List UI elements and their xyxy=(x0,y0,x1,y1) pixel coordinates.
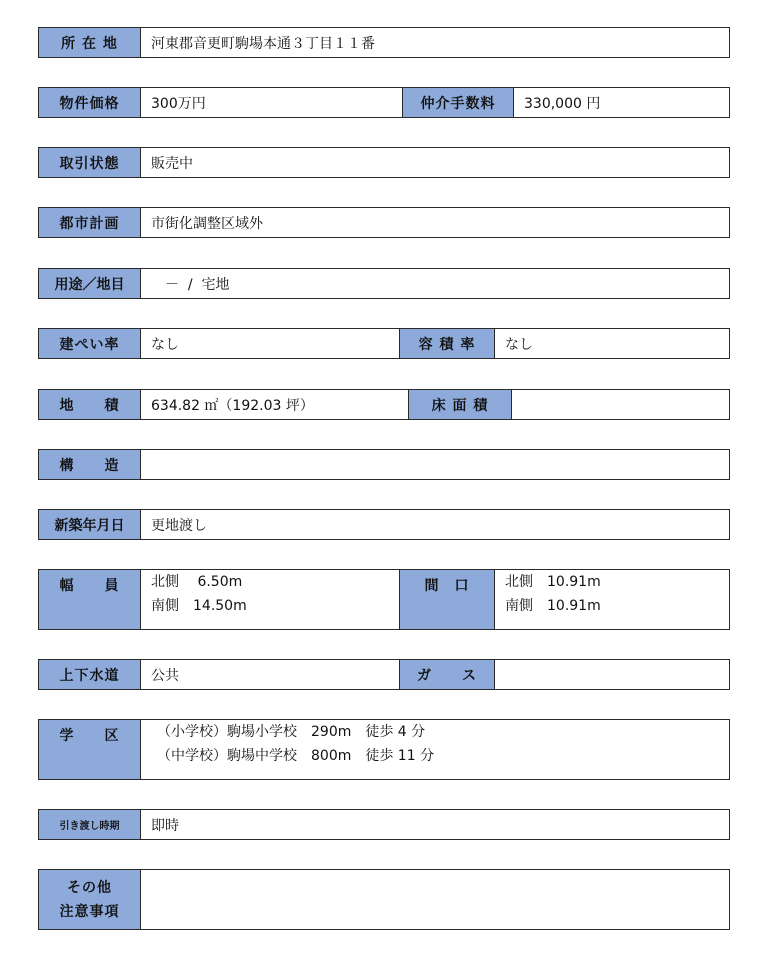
floor-area-label: 床 面 積 xyxy=(408,390,512,419)
junior-high-school: （中学校）駒場中学校 800m 徒歩 11 分 xyxy=(157,748,435,764)
school-district-values xyxy=(141,720,729,779)
frontage-north: 北側 10.91m xyxy=(505,574,601,590)
land-use-row xyxy=(38,268,730,299)
floor-area-ratio-value: なし xyxy=(505,336,533,353)
built-date-label: 新築年月日 xyxy=(39,510,141,539)
land-area-value: 634.82 ㎡（192.03 坪） xyxy=(151,397,314,414)
coverage-value: なし xyxy=(151,336,179,353)
frontage-values xyxy=(495,570,729,629)
price-row xyxy=(38,87,730,118)
coverage-row xyxy=(38,328,730,359)
frontage-label: 間 口 xyxy=(399,570,495,629)
price-value: 300万円 xyxy=(151,95,206,112)
location-value: 河東郡音更町駒場本通３丁目１１番 xyxy=(151,35,375,52)
other-notes-label-line1: その他 xyxy=(67,879,112,896)
land-area-row xyxy=(38,389,730,420)
coverage-label: 建ぺい率 xyxy=(39,329,141,358)
transaction-value: 販売中 xyxy=(151,155,193,172)
other-notes-label-line2: 注意事項 xyxy=(59,903,120,920)
elementary-school: （小学校）駒場小学校 290m 徒歩 4 分 xyxy=(157,724,426,740)
road-width-south: 南側 14.50m xyxy=(151,598,247,614)
transaction-label: 取引状態 xyxy=(39,148,141,177)
price-label: 物件価格 xyxy=(39,88,141,117)
floor-area-ratio-label: 容 積 率 xyxy=(399,329,495,358)
road-width-values xyxy=(141,570,399,629)
other-notes-row xyxy=(38,869,730,930)
gas-label: ガ ス xyxy=(399,660,495,689)
built-date-value: 更地渡し xyxy=(151,517,207,534)
structure-value xyxy=(141,450,729,479)
structure-label: 構 造 xyxy=(39,450,141,479)
city-planning-label: 都市計画 xyxy=(39,208,141,237)
floor-area-value xyxy=(512,390,729,419)
handover-label: 引き渡し時期 xyxy=(39,810,141,839)
water-sewer-value: 公共 xyxy=(151,667,179,684)
handover-value: 即時 xyxy=(151,817,179,834)
road-width-row xyxy=(38,569,730,630)
other-notes-value xyxy=(141,870,729,929)
school-district-row xyxy=(38,719,730,780)
gas-value xyxy=(495,660,729,689)
water-sewer-label: 上下水道 xyxy=(39,660,141,689)
brokerage-fee-value: 330,000 円 xyxy=(524,95,601,112)
handover-row xyxy=(38,809,730,840)
land-use-value: － / 宅地 xyxy=(165,276,230,293)
city-planning-row xyxy=(38,207,730,238)
land-use-label: 用途／地目 xyxy=(39,269,141,298)
school-district-label: 学 区 xyxy=(39,720,141,779)
location-label: 所 在 地 xyxy=(39,28,141,57)
land-area-label: 地 積 xyxy=(39,390,141,419)
built-date-row xyxy=(38,509,730,540)
structure-row xyxy=(38,449,730,480)
road-width-north: 北側 6.50m xyxy=(151,574,243,590)
frontage-south: 南側 10.91m xyxy=(505,598,601,614)
other-notes-label xyxy=(39,870,141,929)
brokerage-fee-label: 仲介手数料 xyxy=(402,88,514,117)
location-row xyxy=(38,27,730,58)
transaction-row xyxy=(38,147,730,178)
city-planning-value: 市街化調整区域外 xyxy=(151,215,263,232)
utilities-row xyxy=(38,659,730,690)
road-width-label: 幅 員 xyxy=(39,570,141,629)
